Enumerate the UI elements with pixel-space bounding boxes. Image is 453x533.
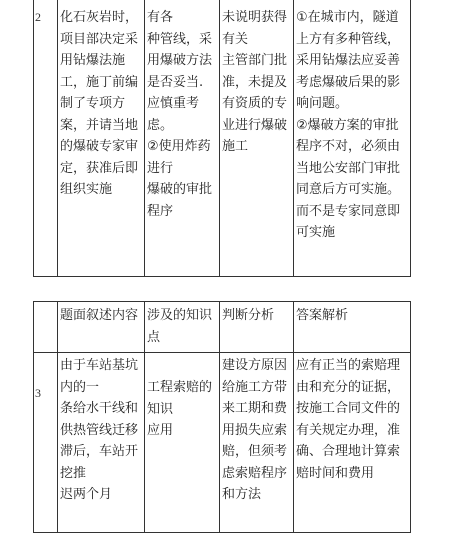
cell-text-line: 工程索赔的: [147, 380, 213, 395]
header-row: [34, 302, 411, 353]
cell-text-line: 工，施丁前编: [60, 74, 139, 90]
cell-text-line: ②爆破方案的审批: [296, 117, 399, 133]
cell-text-line: ①在城市内，隧道: [296, 10, 399, 25]
cell-text-line: 有关规定办理，准: [296, 422, 401, 438]
cell-text-line: ②使用炸药: [147, 139, 211, 154]
cell-text-line: 上方有多种管线，: [296, 31, 401, 47]
cell-text-line: 由和充分的证据，: [296, 379, 401, 395]
answer-table-bottom: [33, 301, 411, 533]
cell-text-line: 有资质的专: [222, 96, 288, 111]
description-cell: [58, 353, 145, 533]
cell-text-line: 虑。: [147, 117, 174, 133]
description-cell: [58, 0, 145, 277]
cell-text-line: 由于车站基坑: [60, 358, 139, 373]
cell-text-line: 确、合理地计算索: [296, 444, 401, 459]
header-answer: 答案解析: [294, 302, 411, 353]
cell-text-line: 未说明获得: [222, 10, 288, 25]
cell-text-line: 赔，但须考: [222, 444, 288, 459]
knowledge-cell: [145, 353, 220, 533]
cell-text-line: 准，未提及: [222, 74, 288, 90]
header-knowledge: 涉及的知识点: [145, 302, 220, 353]
cell-text-line: 当地公安部门审批: [296, 160, 401, 176]
cell-text-line: 组织实施: [60, 182, 113, 197]
cell-text-line: 滞后，车站开: [60, 444, 139, 459]
cell-text-line: 施工: [222, 139, 249, 154]
cell-text-line: 应用: [147, 423, 174, 438]
cell-text-line: 建设方原因: [222, 358, 288, 373]
answer-table-top: [33, 0, 411, 277]
cell-text-line: 迟两个月: [60, 487, 113, 502]
cell-text-line: 程序不对，必须由: [296, 139, 401, 154]
cell-text-line: 条给水干线和: [60, 401, 139, 416]
cell-text-line: 进行: [147, 160, 174, 176]
header-description: 题面叙述内容: [58, 302, 145, 353]
cell-text-line: 采用钻爆法应妥善: [296, 53, 401, 68]
cell-text-line: 有各: [147, 10, 174, 25]
cell-text-line: 和方法: [222, 487, 262, 502]
table-row: [34, 0, 411, 277]
cell-text-line: 程序: [147, 203, 174, 219]
header-num-cell: [34, 302, 58, 353]
cell-text-line: 可实施: [296, 225, 336, 240]
cell-text-line: 虑索赔程序: [222, 465, 288, 481]
table-row: [34, 353, 411, 533]
cell-text-line: 应有正当的索赔理: [296, 358, 401, 373]
cell-text-line: 主管部门批: [222, 53, 288, 68]
cell-text-line: 业进行爆破: [222, 117, 288, 133]
cell-text-line: 考虑爆破后果的影: [296, 74, 401, 90]
cell-text-line: 而不是专家同意即: [296, 203, 401, 219]
cell-text-line: 赔时间和费用: [296, 465, 375, 481]
cell-text-line: 定，获准后即: [60, 160, 139, 176]
analysis-cell: [220, 353, 294, 533]
cell-text-line: 内的一: [60, 379, 100, 395]
knowledge-cell: [145, 0, 220, 277]
cell-text-line: 来工期和费: [222, 401, 288, 416]
cell-text-line: 用爆破方法: [147, 53, 213, 68]
cell-text-line: 给施工方带: [222, 379, 288, 395]
cell-text-line: 的爆破专家审: [60, 139, 139, 154]
cell-text-line: 种管线，采: [147, 31, 213, 47]
cell-text-line: 挖推: [60, 465, 87, 481]
analysis-cell: [220, 0, 294, 277]
answer-cell: [294, 0, 411, 277]
cell-text-line: 用钻爆法施: [60, 53, 126, 68]
cell-text-line: 化石灰岩时，: [60, 10, 139, 25]
cell-text-line: 知识: [147, 401, 174, 417]
cell-text-line: 案，并请当地: [60, 117, 139, 133]
row-number: 2: [34, 0, 58, 277]
cell-text-line: 供热管线迁移: [60, 422, 139, 438]
cell-text-line: 同意后方可实施。: [296, 182, 401, 197]
header-analysis: 判断分析: [220, 302, 294, 353]
cell-text-line: 响问题。: [296, 96, 349, 111]
cell-text-line: 是否妥当.: [147, 74, 204, 90]
answer-cell: [294, 353, 411, 533]
cell-text-line: 按施工合同文件的: [296, 401, 401, 416]
cell-text-line: 制了专项方: [60, 96, 126, 111]
row-number: 3: [34, 353, 58, 533]
cell-text-line: 有关: [222, 31, 249, 47]
cell-text-line: 爆破的审批: [147, 182, 213, 197]
cell-text-line: 用损失应索: [222, 422, 288, 438]
cell-text-line: 项目部决定采: [60, 31, 139, 47]
cell-text-line: 应慎重考: [147, 96, 200, 111]
